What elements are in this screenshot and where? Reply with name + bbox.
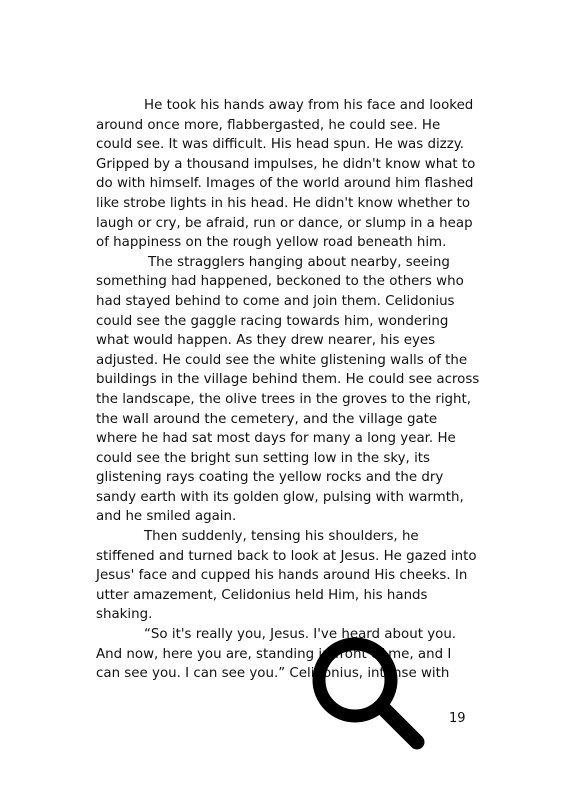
body-text [96, 96, 480, 684]
text-line: Jesus' face and cupped his hands around His cheeks. In [96, 568, 468, 584]
text-line: sandy earth with its golden glow, pulsing with warmth, [96, 489, 464, 505]
text-line: could see the gaggle racing towards him, wondering [96, 313, 449, 329]
text-line: the wall around the cemetery, and the village gate [96, 411, 438, 427]
text-line: Gripped by a thousand impulses, he didn't know what to [96, 156, 476, 172]
text-line: “So it's really you, Jesus. I've heard about you. [144, 627, 457, 643]
text-line: adjusted. He could see the white glistening walls of the [96, 352, 468, 368]
text-line: can see you. I can see you.” Celidonius, intense with [96, 666, 450, 682]
text-line: like strobe lights in his head. He didn't know whether to [96, 195, 471, 211]
text-line: laugh or cry, be afraid, run or dance, or slump in a heap [96, 215, 473, 231]
text-line: utter amazement, Celidonius held Him, his hands [96, 587, 428, 603]
text-line: glistening rays coating the yellow rocks and the dry [96, 470, 444, 486]
text-line: He took his hands away from his face and looked [144, 98, 474, 113]
text-line: do with himself. Images of the world around him flashed [96, 176, 474, 192]
text-line: could see. It was difficult. His head spun. He was dizzy. [96, 137, 465, 153]
text-line: something had happened, beckoned to the others who [96, 274, 464, 290]
text-line: Then suddenly, tensing his shoulders, he [144, 529, 419, 545]
page-number: 19 [449, 711, 466, 726]
text-line: The stragglers hanging about nearby, seeing [148, 254, 450, 270]
magnifying-glass-icon[interactable] [305, 630, 435, 760]
text-line: of happiness on the rough yellow road beneath him. [96, 235, 447, 251]
text-line: stiffened and turned back to look at Jesus. He gazed into [96, 548, 477, 564]
text-line: around once more, flabbergasted, he could see. He [96, 117, 441, 133]
text-line: the landscape, the olive trees in the groves to the right, [96, 391, 472, 407]
text-line: had stayed behind to come and join them. Celidonius [96, 293, 455, 309]
text-line: could see the bright sun setting low in the sky, its [96, 450, 431, 466]
text-line: what would happen. As they drew nearer, his eyes [96, 333, 436, 349]
text-line: and he smiled again. [96, 509, 237, 525]
text-line: And now, here you are, standing in front of me, and I [96, 646, 452, 662]
text-line: buildings in the village behind them. He could see across [96, 372, 480, 388]
text-line: shaking. [96, 607, 153, 623]
text-line: where he had sat most days for many a long year. He [96, 431, 456, 447]
